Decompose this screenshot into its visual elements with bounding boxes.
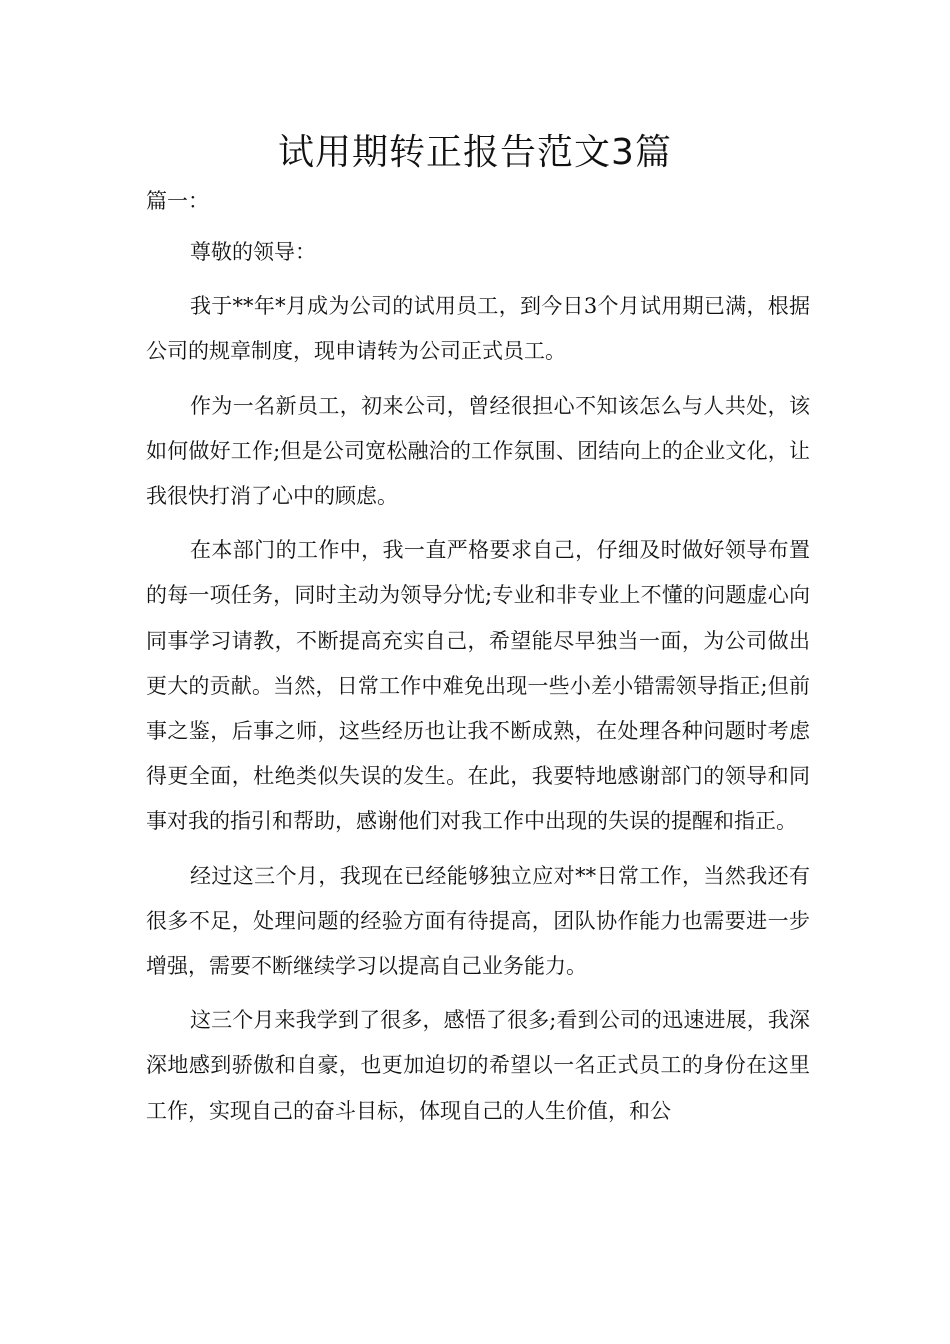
paragraph: 作为一名新员工，初来公司，曾经很担心不知该怎么与人共处，该如何做好工作;但是公司宽松融洽的工作氛围、团结向上的企业文化，让我很快打消了心中的顾虑。 bbox=[146, 393, 810, 509]
paragraph: 在本部门的工作中，我一直严格要求自己，仔细及时做好领导布置的每一项任务，同时主动为领导分忧;专业和非专业上不懂的问题虚心向同事学习请教，不断提高充实自己，希望能尽早独当一面，为公司做出更大的贡献。当然，日常工作中难免出现一些小差小错需领导指正;但前事之鉴，后事之师，这些经历也让我不断成熟，在处理各种问题时考虑得更全面，杜绝类似失误的发生。在此，我要特地感谢部门的领导和同事对我的指引和帮助，感谢他们对我工作中出现的失误的提醒和指正。 bbox=[146, 538, 810, 834]
paragraph: 我于**年*月成为公司的试用员工，到今日3个月试用期已满，根据公司的规章制度，现申请转为公司正式员工。 bbox=[146, 294, 810, 364]
paragraph-salutation: 尊敬的领导： bbox=[190, 240, 316, 264]
section-label: 篇一： bbox=[146, 189, 209, 213]
document-title: 试用期转正报告范文3篇 bbox=[278, 132, 672, 173]
document-body bbox=[146, 230, 810, 1143]
paragraph: 经过这三个月，我现在已经能够独立应对**日常工作，当然我还有很多不足，处理问题的经验方面有待提高，团队协作能力也需要进一步增强，需要不断继续学习以提高自己业务能力。 bbox=[146, 863, 810, 979]
paragraph: 这三个月来我学到了很多，感悟了很多;看到公司的迅速进展，我深深地感到骄傲和自豪，也更加迫切的希望以一名正式员工的身份在这里工作，实现自己的奋斗目标，体现自己的人生价值，和公 bbox=[146, 1008, 810, 1123]
